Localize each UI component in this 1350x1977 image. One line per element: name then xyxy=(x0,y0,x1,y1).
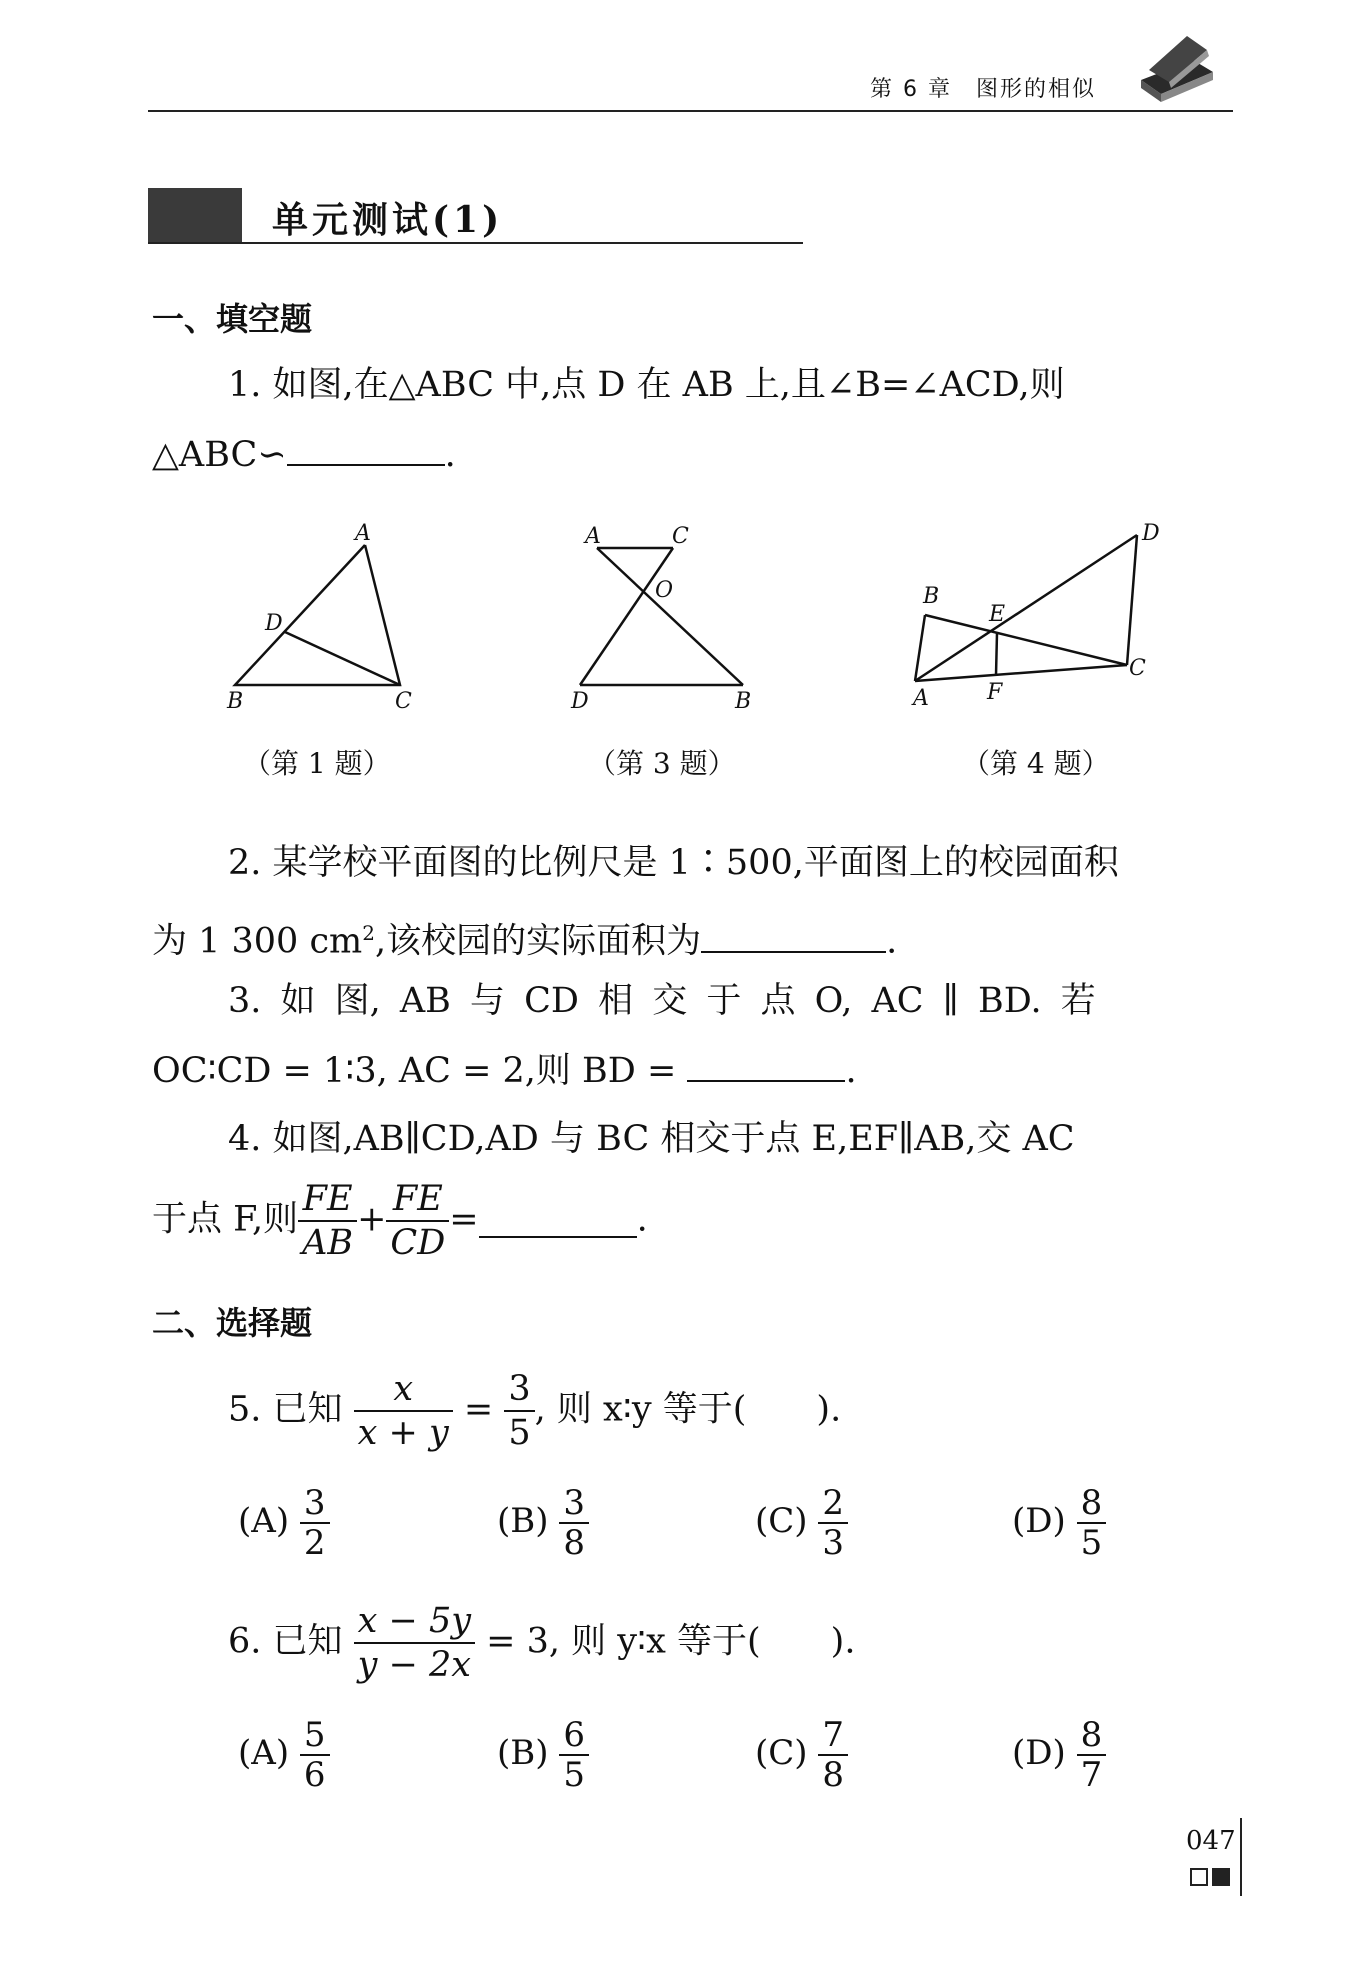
q6-fraction xyxy=(354,1600,475,1686)
q2-end: . xyxy=(886,921,898,962)
q6-option-d-fraction xyxy=(1077,1716,1107,1794)
q3-text: OC∶CD = 1∶3, AC = 2,则 BD = xyxy=(152,1051,677,1091)
q6-option-b[interactable] xyxy=(497,1716,589,1794)
fig4-label-D: D xyxy=(1142,521,1160,546)
q6-option-c-fraction xyxy=(818,1716,848,1794)
fig4-label-C: C xyxy=(1129,656,1146,681)
q5-fraction xyxy=(354,1368,453,1454)
q2-line1: 2. 某学校平面图的比例尺是 1∶500,平面图上的校园面积 xyxy=(228,843,1119,883)
q4-frac1-numerator: FE xyxy=(298,1178,357,1222)
q4-frac2-numerator: FE xyxy=(386,1178,449,1222)
fig3-label-C: C xyxy=(672,524,689,549)
q6-option-b-label: (B) xyxy=(497,1733,549,1773)
q6-option-c-label: (C) xyxy=(755,1733,808,1773)
q6-numerator: x − 5y xyxy=(354,1600,475,1644)
q5-option-d-numerator: 8 xyxy=(1077,1484,1107,1524)
q5-option-b-numerator: 3 xyxy=(559,1484,589,1524)
q1-end: . xyxy=(444,435,456,475)
q4-fraction-1 xyxy=(298,1178,357,1264)
q1-line1: 1. 如图,在△ABC 中,点 D 在 AB 上,且∠B=∠ACD,则 xyxy=(228,365,1065,405)
fig3-label-O: O xyxy=(655,578,674,603)
q5-ratio-denominator: 5 xyxy=(508,1413,531,1453)
book-icon xyxy=(1135,30,1217,106)
filled-square-icon xyxy=(1212,1868,1230,1886)
q5-option-c[interactable] xyxy=(755,1484,848,1562)
q5-numerator: x xyxy=(354,1368,453,1412)
q4-fraction-2 xyxy=(386,1178,449,1264)
q3-blank xyxy=(687,1048,845,1082)
q4-equals: = xyxy=(449,1199,479,1240)
q4-end: . xyxy=(636,1199,648,1240)
q5-text-post: , 则 x∶y 等于( ). xyxy=(534,1389,842,1430)
q6-option-b-numerator: 6 xyxy=(559,1716,589,1756)
fig1-label-C: C xyxy=(395,689,412,714)
q6-option-d-denominator: 7 xyxy=(1080,1755,1103,1795)
section-title: 单元测试(1) xyxy=(272,199,504,241)
q5-option-a-label: (A) xyxy=(238,1501,290,1541)
fig1-label-D: D xyxy=(265,611,283,636)
fig4-label-E: E xyxy=(989,602,1006,627)
fig1-label-B: B xyxy=(227,689,244,714)
q5-text-pre: 5. 已知 xyxy=(228,1389,343,1430)
q6-stem xyxy=(228,1600,855,1686)
q4-frac1-denominator: AB xyxy=(302,1223,354,1263)
q5-option-a-denominator: 2 xyxy=(303,1523,326,1563)
fig3-caption: （第 3 题） xyxy=(588,747,736,780)
q2-text-post: ,该校园的实际面积为 xyxy=(374,921,702,962)
q6-option-d[interactable] xyxy=(1012,1716,1106,1794)
q6-option-c-denominator: 8 xyxy=(822,1755,844,1795)
q5-option-a-fraction xyxy=(300,1484,330,1562)
q5-option-b[interactable] xyxy=(497,1484,589,1562)
q6-option-d-label: (D) xyxy=(1012,1733,1066,1773)
q5-option-c-fraction xyxy=(818,1484,848,1562)
fig4-label-B: B xyxy=(923,584,940,609)
fig3-label-A: A xyxy=(585,524,601,549)
q2-line2 xyxy=(152,898,897,977)
figure-q4 xyxy=(905,515,1165,715)
figure-q3 xyxy=(565,515,785,715)
q6-option-b-fraction xyxy=(559,1716,589,1794)
q1-line2 xyxy=(152,420,456,490)
q5-option-c-label: (C) xyxy=(755,1501,808,1541)
fig3-label-B: B xyxy=(735,689,752,714)
q6-option-c[interactable] xyxy=(755,1716,848,1794)
fig1-caption: （第 1 题） xyxy=(243,747,391,780)
q2-blank xyxy=(701,919,886,953)
q6-option-a-fraction xyxy=(300,1716,330,1794)
q6-option-a-label: (A) xyxy=(238,1733,290,1773)
q5-ratio-fraction xyxy=(504,1368,534,1454)
q6-text-pre: 6. 已知 xyxy=(228,1621,343,1662)
q6-option-a-numerator: 5 xyxy=(300,1716,330,1756)
fig4-label-F: F xyxy=(987,680,1003,705)
section-bar xyxy=(148,188,242,244)
q5-option-c-denominator: 3 xyxy=(822,1523,844,1563)
q6-option-a[interactable] xyxy=(238,1716,330,1794)
q5-equals: = xyxy=(463,1389,494,1430)
q5-option-d-fraction xyxy=(1077,1484,1107,1562)
fig3-label-D: D xyxy=(571,689,589,714)
q1-text: △ABC∽ xyxy=(152,435,287,475)
q5-option-b-label: (B) xyxy=(497,1501,549,1541)
q5-option-b-denominator: 8 xyxy=(563,1523,585,1563)
q1-blank xyxy=(287,432,445,466)
fig4-label-A: A xyxy=(913,686,929,711)
q6-option-a-denominator: 6 xyxy=(303,1755,326,1795)
running-header: 第 6 章 图形的相似 xyxy=(870,77,1096,102)
q4-text: 于点 F,则 xyxy=(152,1199,299,1240)
q4-line2 xyxy=(152,1178,648,1264)
q5-option-d-label: (D) xyxy=(1012,1501,1066,1541)
q5-option-d-denominator: 5 xyxy=(1080,1523,1103,1563)
q4-plus: + xyxy=(357,1199,387,1240)
q6-option-b-denominator: 5 xyxy=(563,1755,585,1795)
header-rule xyxy=(148,110,1233,112)
q6-option-c-numerator: 7 xyxy=(818,1716,848,1756)
q3-end: . xyxy=(845,1051,857,1091)
q3-line2 xyxy=(152,1036,857,1106)
q5-stem xyxy=(228,1368,841,1454)
q5-option-a[interactable] xyxy=(238,1484,330,1562)
q4-line1: 4. 如图,AB∥CD,AD 与 BC 相交于点 E,EF∥AB,交 AC xyxy=(228,1119,1075,1159)
q5-option-d[interactable] xyxy=(1012,1484,1106,1562)
fig1-label-A: A xyxy=(355,521,371,546)
page-number-rule xyxy=(1240,1818,1242,1896)
q5-ratio-numerator: 3 xyxy=(504,1368,534,1412)
page-number: 047 xyxy=(1186,1826,1236,1856)
figure-q1 xyxy=(215,515,435,715)
q5-option-b-fraction xyxy=(559,1484,589,1562)
q2-superscript: 2 xyxy=(362,921,375,945)
q2-text-pre: 为 1 300 cm xyxy=(152,921,363,962)
q4-frac2-denominator: CD xyxy=(390,1223,446,1263)
q6-denominator: y − 2x xyxy=(357,1645,472,1685)
part-heading-fill-blank: 一、填空题 xyxy=(152,300,313,338)
q5-option-a-numerator: 3 xyxy=(300,1484,330,1524)
q6-text-post: = 3, 则 y∶x 等于( ). xyxy=(486,1621,856,1662)
section-rule xyxy=(148,242,803,244)
part-heading-choice: 二、选择题 xyxy=(152,1304,313,1342)
empty-square-icon xyxy=(1190,1868,1208,1886)
q6-option-d-numerator: 8 xyxy=(1077,1716,1107,1756)
q5-denominator: x + y xyxy=(357,1413,449,1453)
q3-line1: 3. 如 图, AB 与 CD 相 交 于 点 O, AC ∥ BD. 若 xyxy=(228,981,1096,1021)
q5-option-c-numerator: 2 xyxy=(818,1484,848,1524)
fig4-caption: （第 4 题） xyxy=(962,747,1110,780)
q4-blank xyxy=(479,1204,637,1238)
